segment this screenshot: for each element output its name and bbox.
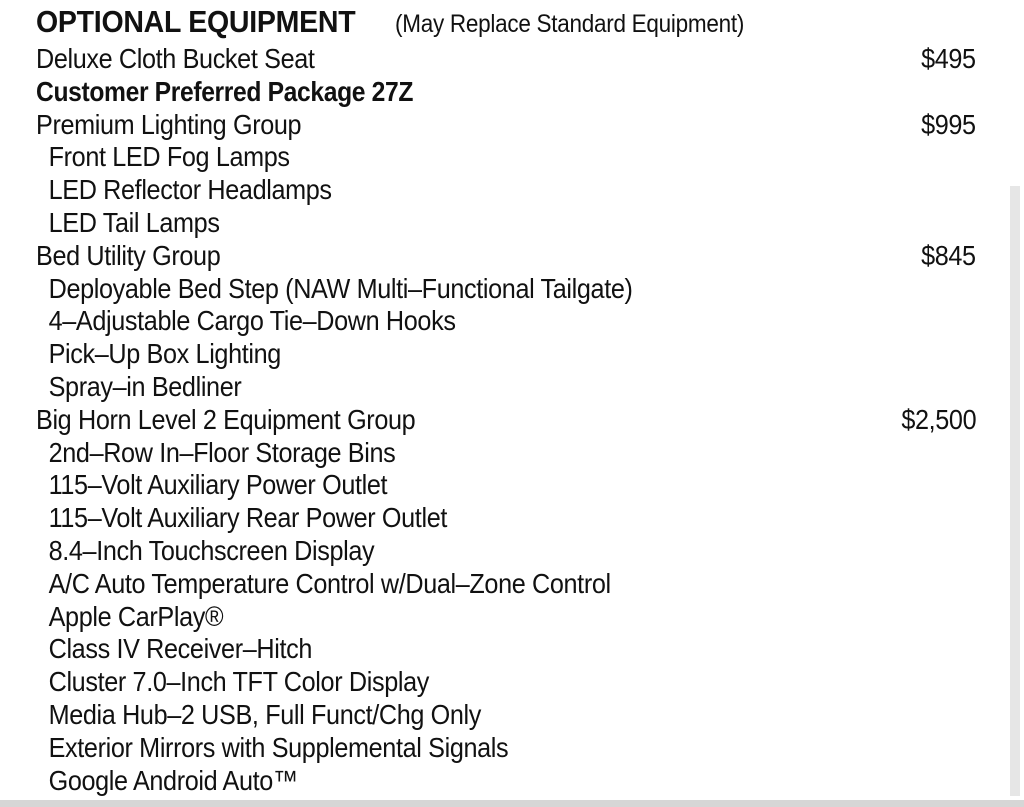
- item-label: A/C Auto Temperature Control w/Dual–Zone Control: [48, 567, 611, 599]
- item-price: $495: [921, 43, 976, 74]
- equipment-subitem: [36, 338, 976, 371]
- equipment-subitem: [36, 469, 976, 502]
- item-label: Deluxe Cloth Bucket Seat: [36, 43, 315, 74]
- item-label: LED Reflector Headlamps: [48, 174, 332, 206]
- page-bottom-edge: [0, 800, 1024, 807]
- equipment-subitem: [36, 207, 976, 240]
- item-price: $2,500: [901, 403, 976, 435]
- item-label: Front LED Fog Lamps: [48, 141, 290, 173]
- equipment-subitem: [36, 732, 976, 765]
- item-label: 115–Volt Auxiliary Power Outlet: [48, 469, 388, 501]
- equipment-subitem: [36, 633, 976, 666]
- section-title: OPTIONAL EQUIPMENT: [36, 4, 356, 39]
- section-note: (May Replace Standard Equipment): [395, 10, 745, 38]
- section-header: [36, 4, 783, 40]
- item-label: Customer Preferred Package 27Z: [36, 75, 414, 107]
- item-label: Spray–in Bedliner: [48, 370, 242, 402]
- equipment-subitem: [36, 174, 976, 207]
- equipment-subitem: [36, 437, 976, 470]
- item-label: Premium Lighting Group: [36, 108, 302, 140]
- item-label: Google Android Auto™: [48, 764, 298, 796]
- equipment-item: [36, 240, 976, 273]
- equipment-subitem: [36, 568, 976, 601]
- equipment-subitem: [36, 765, 976, 798]
- equipment-subitem: [36, 699, 976, 732]
- item-label: 2nd–Row In–Floor Storage Bins: [48, 436, 396, 468]
- equipment-subitem: [36, 273, 976, 306]
- equipment-subitem: [36, 141, 976, 174]
- equipment-list: [36, 43, 976, 797]
- item-label: Pick–Up Box Lighting: [48, 338, 281, 370]
- equipment-subitem: [36, 305, 976, 338]
- item-price: $995: [921, 108, 976, 140]
- scrollbar-track[interactable]: [1010, 186, 1020, 796]
- equipment-subitem: [36, 666, 976, 699]
- item-label: Exterior Mirrors with Supplemental Signals: [48, 731, 509, 763]
- package-heading: [36, 76, 976, 109]
- equipment-subitem: [36, 535, 976, 568]
- item-label: Deployable Bed Step (NAW Multi–Functional Tailgate): [48, 272, 633, 304]
- equipment-subitem: [36, 502, 976, 535]
- item-label: Big Horn Level 2 Equipment Group: [36, 403, 416, 435]
- equipment-item: [36, 43, 976, 76]
- item-label: Cluster 7.0–Inch TFT Color Display: [48, 666, 429, 698]
- item-label: Apple CarPlay®: [48, 600, 224, 632]
- item-label: 4–Adjustable Cargo Tie–Down Hooks: [48, 305, 456, 337]
- equipment-item: [36, 404, 976, 437]
- item-label: Class IV Receiver–Hitch: [48, 633, 313, 665]
- item-label: LED Tail Lamps: [48, 206, 220, 238]
- item-label: Media Hub–2 USB, Full Funct/Chg Only: [48, 698, 482, 730]
- equipment-subitem: [36, 601, 976, 634]
- equipment-subitem: [36, 371, 976, 404]
- item-price: $845: [921, 239, 976, 271]
- item-label: 115–Volt Auxiliary Rear Power Outlet: [48, 502, 447, 534]
- item-label: 8.4–Inch Touchscreen Display: [48, 534, 375, 566]
- equipment-item: [36, 109, 976, 142]
- item-label: Bed Utility Group: [36, 239, 221, 271]
